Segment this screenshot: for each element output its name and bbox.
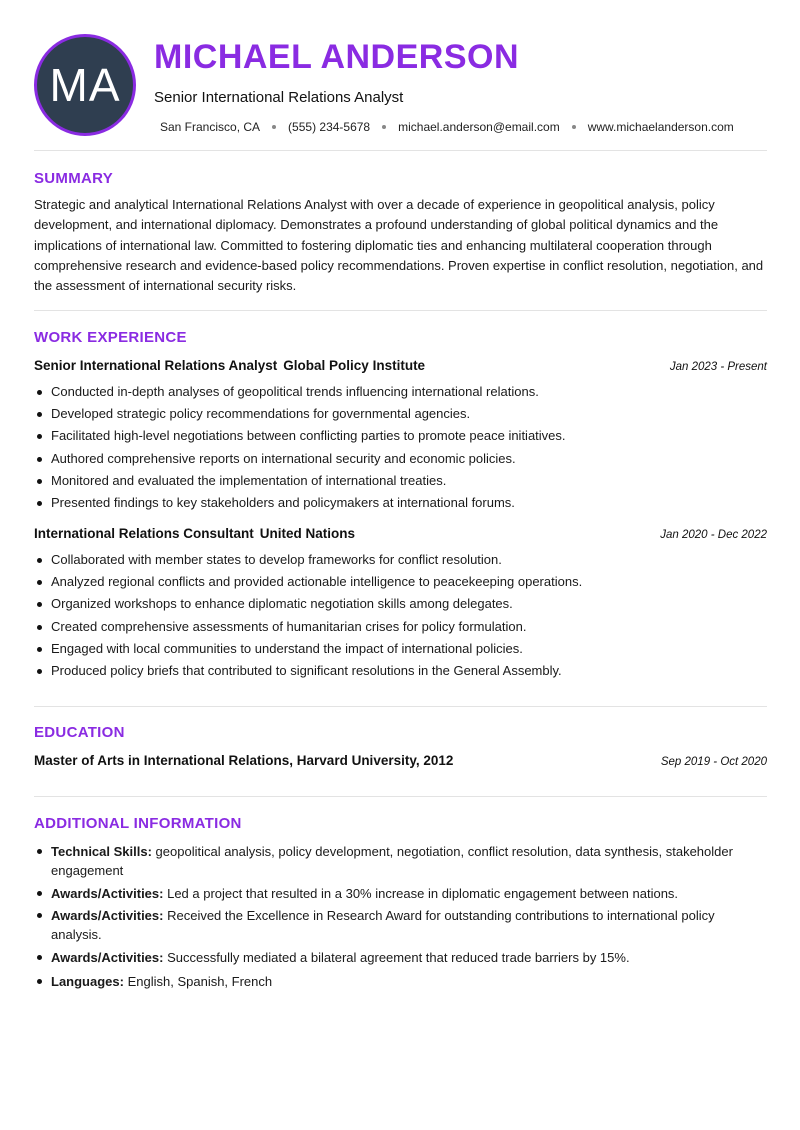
candidate-title: Senior International Relations Analyst bbox=[154, 89, 404, 106]
list-item bbox=[34, 884, 759, 903]
item-label: Awards/Activities: bbox=[51, 885, 164, 901]
job-header bbox=[34, 526, 767, 541]
list-item bbox=[34, 972, 759, 991]
job-title: Senior International Relations Analyst bbox=[34, 358, 278, 373]
candidate-name: MICHAEL ANDERSON bbox=[154, 38, 520, 76]
list-item: Monitored and evaluated the implementation of international treaties. bbox=[34, 470, 767, 492]
item-text: Led a project that resulted in a 30% increase in diplomatic engagement between nations. bbox=[167, 885, 679, 901]
job-organization: Global Policy Institute bbox=[283, 358, 426, 373]
summary-heading: SUMMARY bbox=[34, 170, 114, 187]
job-header bbox=[34, 358, 767, 373]
work-experience-heading: WORK EXPERIENCE bbox=[34, 329, 187, 346]
job-title: International Relations Consultant bbox=[34, 526, 254, 541]
header-divider bbox=[34, 150, 767, 151]
item-label: Awards/Activities: bbox=[51, 908, 164, 923]
avatar bbox=[34, 34, 136, 136]
additional-info-heading: ADDITIONAL INFORMATION bbox=[34, 815, 242, 832]
section-divider bbox=[34, 796, 767, 797]
contact-line bbox=[160, 120, 734, 134]
degree: Master of Arts in International Relations, Harvard University, 2012 bbox=[34, 753, 454, 768]
item-text: Successfully mediated a bilateral agreement that reduced trade barriers by 15%. bbox=[167, 949, 630, 965]
job-dates: Jan 2023 - Present bbox=[669, 361, 767, 373]
contact-website[interactable]: www.michaelanderson.com bbox=[587, 120, 734, 134]
summary-text: Strategic and analytical International Relations Analyst with over a decade of experience in geopolitical analysis, policy development, and international diplomacy. Demonstrates a profound understanding of global political dynamics and the implications of international law. Committed to fostering diplomatic ties and enhancing multilateral cooperation through comprehensive research and evidence-based policy recommendations. Proven expertise in conflict resolution, negotiation, and the assessment of international security risks. bbox=[34, 197, 764, 294]
contact-phone: (555) 234-5678 bbox=[288, 120, 371, 134]
list-item: Developed strategic policy recommendations for governmental agencies. bbox=[34, 403, 767, 425]
list-item bbox=[34, 842, 759, 880]
job-bullet-list bbox=[34, 549, 767, 682]
item-text: Received the Excellence in Research Award for outstanding contributions to international policy analysis. bbox=[51, 908, 715, 942]
item-label: Languages: bbox=[51, 973, 124, 989]
separator-dot bbox=[272, 125, 276, 129]
job-organization: United Nations bbox=[259, 526, 356, 541]
list-item: Engaged with local communities to understand the impact of international policies. bbox=[34, 638, 767, 660]
contact-email[interactable]: michael.anderson@email.com bbox=[398, 120, 560, 134]
list-item: Organized workshops to enhance diplomatic negotiation skills among delegates. bbox=[34, 593, 767, 615]
item-label: Technical Skills: bbox=[51, 844, 152, 859]
list-item: Created comprehensive assessments of humanitarian crises for policy formulation. bbox=[34, 616, 767, 638]
additional-info-list bbox=[34, 842, 759, 994]
education-dates: Sep 2019 - Oct 2020 bbox=[660, 756, 767, 768]
education-heading: EDUCATION bbox=[34, 724, 125, 741]
item-text: English, Spanish, French bbox=[127, 973, 273, 989]
job-bullet-list bbox=[34, 381, 767, 514]
list-item bbox=[34, 948, 759, 967]
section-divider bbox=[34, 310, 767, 311]
list-item: Facilitated high-level negotiations between conflicting parties to promote peace initiatives. bbox=[34, 425, 767, 447]
separator-dot bbox=[572, 125, 576, 129]
section-divider bbox=[34, 706, 767, 707]
education-entry bbox=[34, 753, 767, 768]
list-item: Presented findings to key stakeholders and policymakers at international forums. bbox=[34, 492, 767, 514]
list-item: Conducted in-depth analyses of geopolitical trends influencing international relations. bbox=[34, 381, 767, 403]
separator-dot bbox=[382, 125, 386, 129]
list-item: Produced policy briefs that contributed to significant resolutions in the General Assembly. bbox=[34, 660, 767, 682]
list-item: Analyzed regional conflicts and provided actionable intelligence to peacekeeping operations. bbox=[34, 571, 767, 593]
contact-location: San Francisco, CA bbox=[160, 120, 261, 134]
list-item: Collaborated with member states to develop frameworks for conflict resolution. bbox=[34, 549, 767, 571]
avatar-initials: MA bbox=[49, 59, 121, 111]
item-label: Awards/Activities: bbox=[51, 949, 164, 965]
list-item: Authored comprehensive reports on international security and economic policies. bbox=[34, 448, 767, 470]
job-dates: Jan 2020 - Dec 2022 bbox=[660, 529, 767, 541]
list-item bbox=[34, 906, 759, 944]
item-text: geopolitical analysis, policy development, negotiation, conflict resolution, data synthesis, stakeholder engagement bbox=[51, 844, 733, 878]
